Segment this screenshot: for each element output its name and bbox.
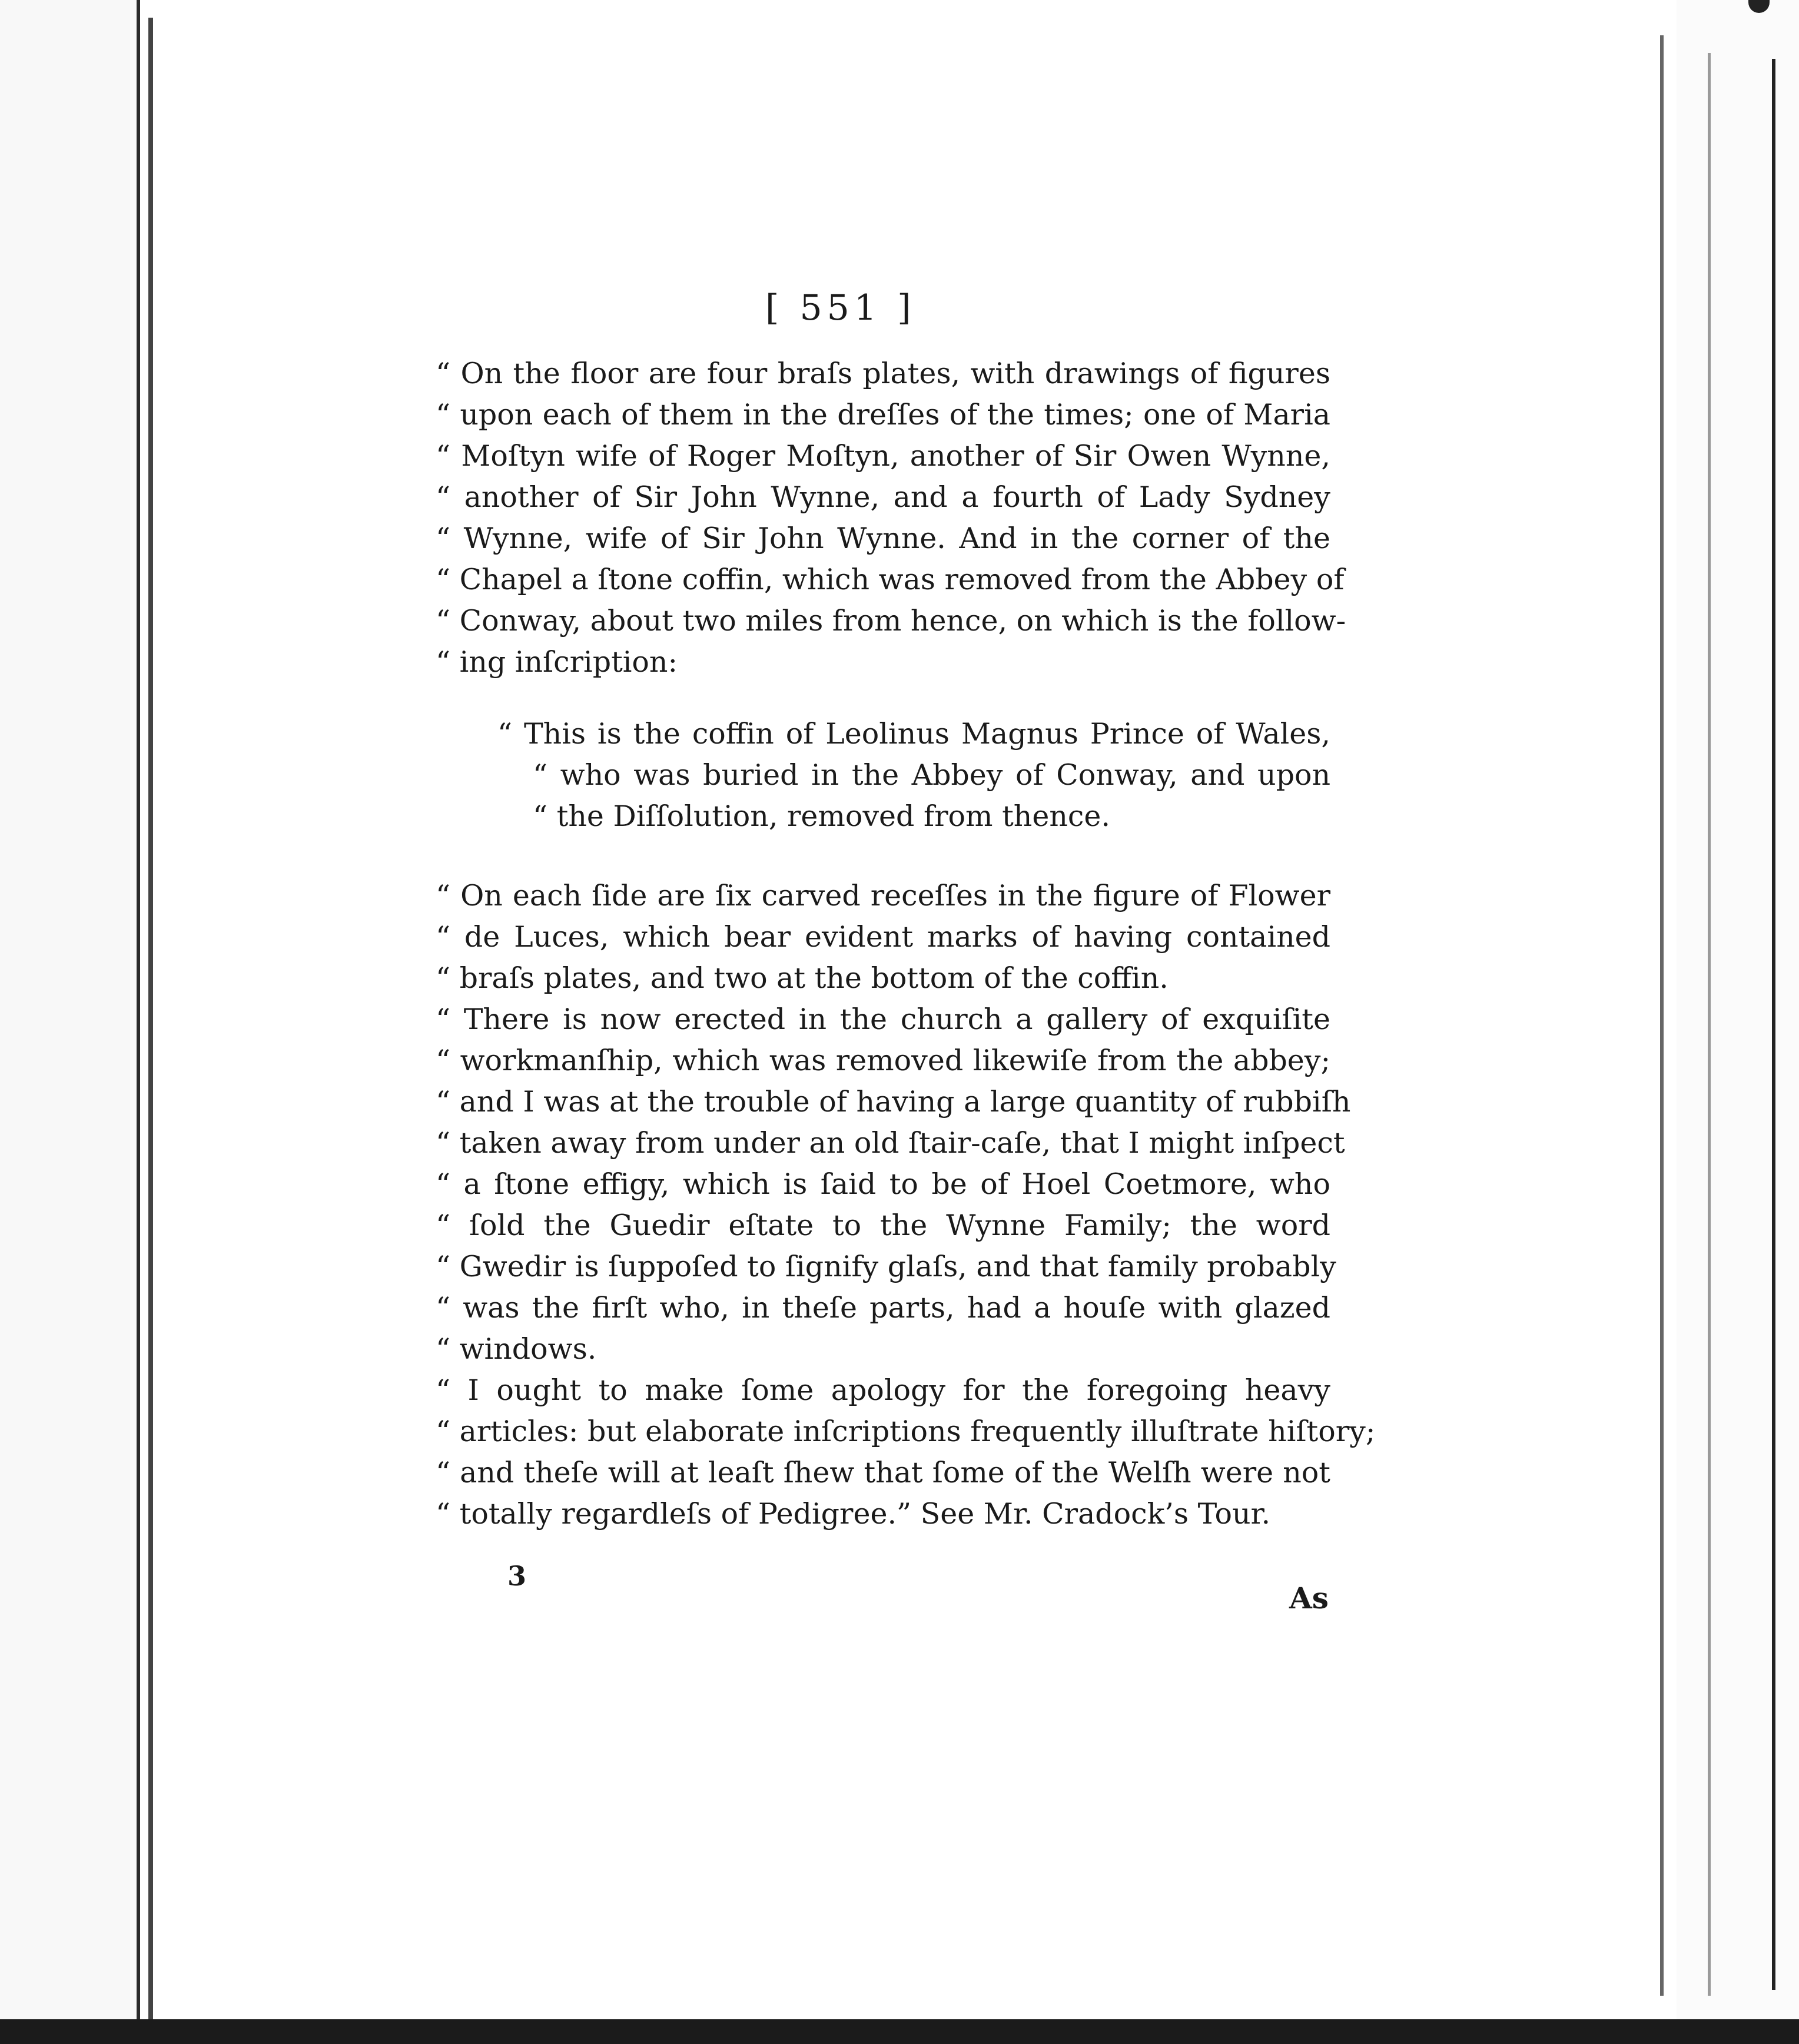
text-line: “ another of Sir John Wynne, and a fourth of Lady Sydney [436, 480, 1330, 514]
text-line: “ braſs plates, and two at the bottom of the coffin. [436, 961, 1169, 995]
text-line: “ I ought to make ſome apology for the foregoing heavy [436, 1373, 1330, 1407]
signature-mark: 3 [507, 1560, 527, 1592]
text-line: “ Gwedir is ſuppoſed to ſignify glaſs, and that family probably [436, 1250, 1336, 1283]
text-line: “ de Luces, which bear evident marks of having contained [436, 920, 1330, 954]
page-edge-line [1660, 35, 1664, 1996]
page-number: [ 551 ] [765, 287, 916, 328]
text-line: “ taken away from under an old ſtair-caſe, that I might inſpect [436, 1126, 1345, 1160]
text-line: “ and I was at the trouble of having a large quantity of rubbiſh [436, 1085, 1351, 1119]
text-line: “ was the firſt who, in theſe parts, had a houſe with glazed [436, 1291, 1330, 1325]
text-line: “ a ſtone effigy, which is ſaid to be of Hoel Coetmore, who [436, 1167, 1330, 1201]
scan-bottom-band [0, 2019, 1799, 2044]
text-line: “ workmanſhip, which was removed likewiſe from the abbey; [436, 1044, 1330, 1077]
text-line: “ On the floor are four braſs plates, with drawings of figures [436, 357, 1330, 390]
binding-shadow [148, 18, 153, 2025]
text-line: “ windows. [436, 1332, 597, 1366]
text-line: “ articles: but elaborate inſcriptions frequently illuſtrate hiſtory; [436, 1415, 1376, 1448]
text-line: “ There is now erected in the church a gallery of exquiſite [436, 1003, 1330, 1036]
right-page-edge [1677, 0, 1799, 2044]
inscription-quote [497, 714, 1330, 837]
text-line: “ and theſe will at leaſt ſhew that ſome of the Welſh were not [436, 1456, 1330, 1489]
text-line: “ ſold the Guedir eſtate to the Wynne Family; the word [436, 1209, 1330, 1242]
text-line: “ On each ſide are ſix carved receſſes in the figure of Flower [436, 879, 1330, 912]
text-line: “ Chapel a ſtone coffin, which was removed from the Abbey of [436, 563, 1345, 596]
page-edge-line-inner [1708, 53, 1711, 1996]
left-page-edge [0, 0, 140, 2044]
text-line: “ Conway, about two miles from hence, on which is the follow- [436, 604, 1346, 638]
text-line: “ totally regardleſs of Pedigree.” See Mr. Cradock’s Tour. [436, 1497, 1271, 1531]
catchword: As [1289, 1581, 1329, 1615]
text-line: “ Moſtyn wife of Roger Moſtyn, another of Sir Owen Wynne, [436, 439, 1330, 473]
text-line: “ upon each of them in the dreſſes of the times; one of Maria [436, 398, 1330, 432]
inscription-line: “ the Diſſolution, removed from thence. [533, 799, 1110, 833]
inscription-line: “ who was buried in the Abbey of Conway, and upon [533, 758, 1330, 792]
inscription-line: “ This is the coffin of Leolinus Magnus Prince of Wales, [497, 717, 1330, 751]
text-line: “ ing inſcription: [436, 645, 678, 679]
paragraph-floor-plates [436, 353, 1346, 683]
paragraph-recesses [436, 875, 1376, 1535]
page-edge-line-outer [1772, 59, 1775, 1990]
text-line: “ Wynne, wife of Sir John Wynne. And in the corner of the [436, 522, 1330, 555]
